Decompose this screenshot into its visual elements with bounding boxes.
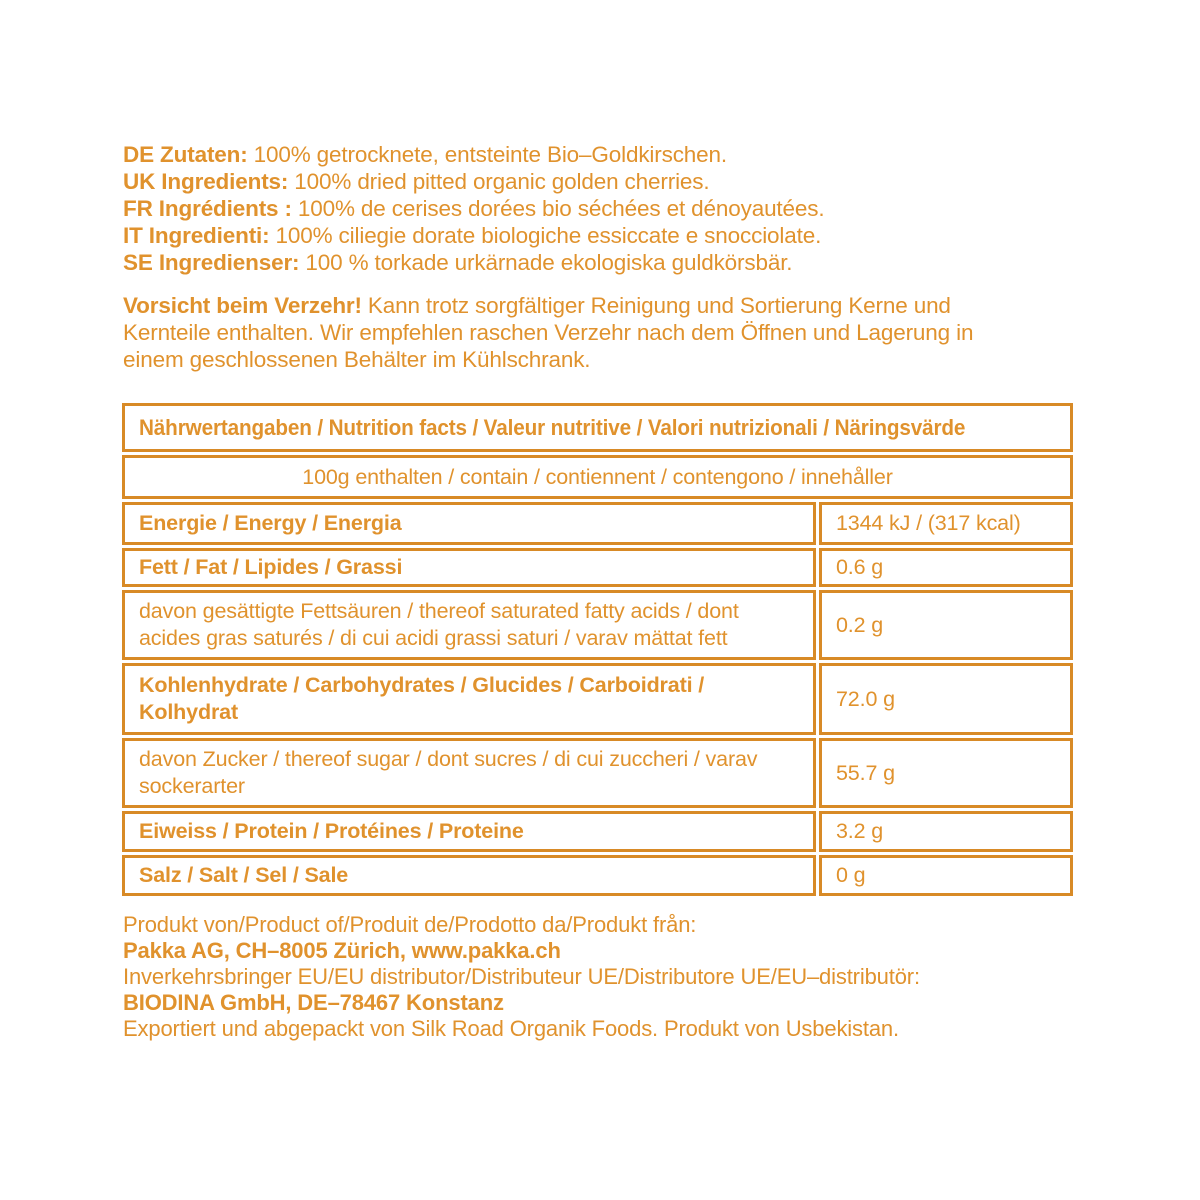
ingredients-block <box>123 141 1088 276</box>
row-energy-label: Energie / Energy / Energia <box>122 502 816 545</box>
ingredients-label-se: SE Ingredienser: <box>123 250 300 275</box>
ingredients-text-it: 100% ciliegie dorate biologiche essiccate e snocciolate. <box>275 223 822 248</box>
row-sugar-label: davon Zucker / thereof sugar / dont sucres / di cui zuccheri / varav sockerarter <box>122 738 816 808</box>
nutrition-table-header <box>122 403 1073 452</box>
row-sugar-value: 55.7 g <box>819 738 1073 808</box>
nutrition-table <box>122 403 1073 896</box>
producer-name: Pakka AG, CH–8005 Zürich, www.pakka.ch <box>123 938 561 963</box>
row-energy-value: 1344 kJ / (317 kcal) <box>819 502 1073 545</box>
producer-info-block <box>123 912 1083 1042</box>
warning-label: Vorsicht beim Verzehr! <box>123 293 362 318</box>
ingredients-label-de: DE Zutaten: <box>123 142 248 167</box>
ingredients-label-fr: FR Ingrédients : <box>123 196 292 221</box>
ingredients-line-uk <box>123 168 1088 195</box>
row-salt-value: 0 g <box>819 855 1073 896</box>
ingredients-line-fr <box>123 195 1088 222</box>
ingredients-line-it <box>123 222 1088 249</box>
row-carbohydrates-label: Kohlenhydrate / Carbohydrates / Glucides / Carboidrati / Kolhydrat <box>122 663 816 735</box>
producer-line: Produkt von/Product of/Produit de/Prodotto da/Produkt från: <box>123 912 697 937</box>
nutrition-table-subheader: 100g enthalten / contain / contiennent / contengono / innehåller <box>122 455 1073 499</box>
ingredients-text-fr: 100% de cerises dorées bio séchées et dénoyautées. <box>297 196 825 221</box>
consumption-warning <box>123 292 1038 373</box>
ingredients-line-de <box>123 141 1088 168</box>
ingredients-label-uk: UK Ingredients: <box>123 169 289 194</box>
ingredients-line-se <box>123 249 1088 276</box>
row-fat-label: Fett / Fat / Lipides / Grassi <box>122 548 816 587</box>
distributor-line: Inverkehrsbringer EU/EU distributor/Distributeur UE/Distributore UE/EU–distributör: <box>123 964 920 989</box>
row-salt-label: Salz / Salt / Sel / Sale <box>122 855 816 896</box>
row-protein-label: Eiweiss / Protein / Protéines / Proteine <box>122 811 816 852</box>
row-carbohydrates-value: 72.0 g <box>819 663 1073 735</box>
export-line: Exportiert und abgepackt von Silk Road Organik Foods. Produkt von Usbekistan. <box>123 1016 899 1041</box>
ingredients-text-de: 100% getrocknete, entsteinte Bio–Goldkirschen. <box>253 142 727 167</box>
row-protein-value: 3.2 g <box>819 811 1073 852</box>
ingredients-label-it: IT Ingredienti: <box>123 223 270 248</box>
row-saturated-fat-label: davon gesättigte Fettsäuren / thereof saturated fatty acids / dont acides gras saturés / di cui acidi grassi saturi / varav mättat fett <box>122 590 816 660</box>
row-saturated-fat-value: 0.2 g <box>819 590 1073 660</box>
ingredients-text-uk: 100% dried pitted organic golden cherries. <box>294 169 710 194</box>
row-fat-value: 0.6 g <box>819 548 1073 587</box>
warning-text: Kann trotz sorgfältiger Reinigung und Sortierung Kerne und Kernteile enthalten. Wir empfehlen raschen Verzehr nach dem Öffnen und Lagerung in einem geschlossenen Behälter im Kühlschrank. <box>123 293 974 372</box>
nutrition-table-header-text: Nährwertangaben / Nutrition facts / Valeur nutritive / Valori nutrizionali / Näringsvärde <box>139 415 966 440</box>
distributor-name: BIODINA GmbH, DE–78467 Konstanz <box>123 990 504 1015</box>
ingredients-text-se: 100 % torkade urkärnade ekologiska guldkörsbär. <box>305 250 793 275</box>
